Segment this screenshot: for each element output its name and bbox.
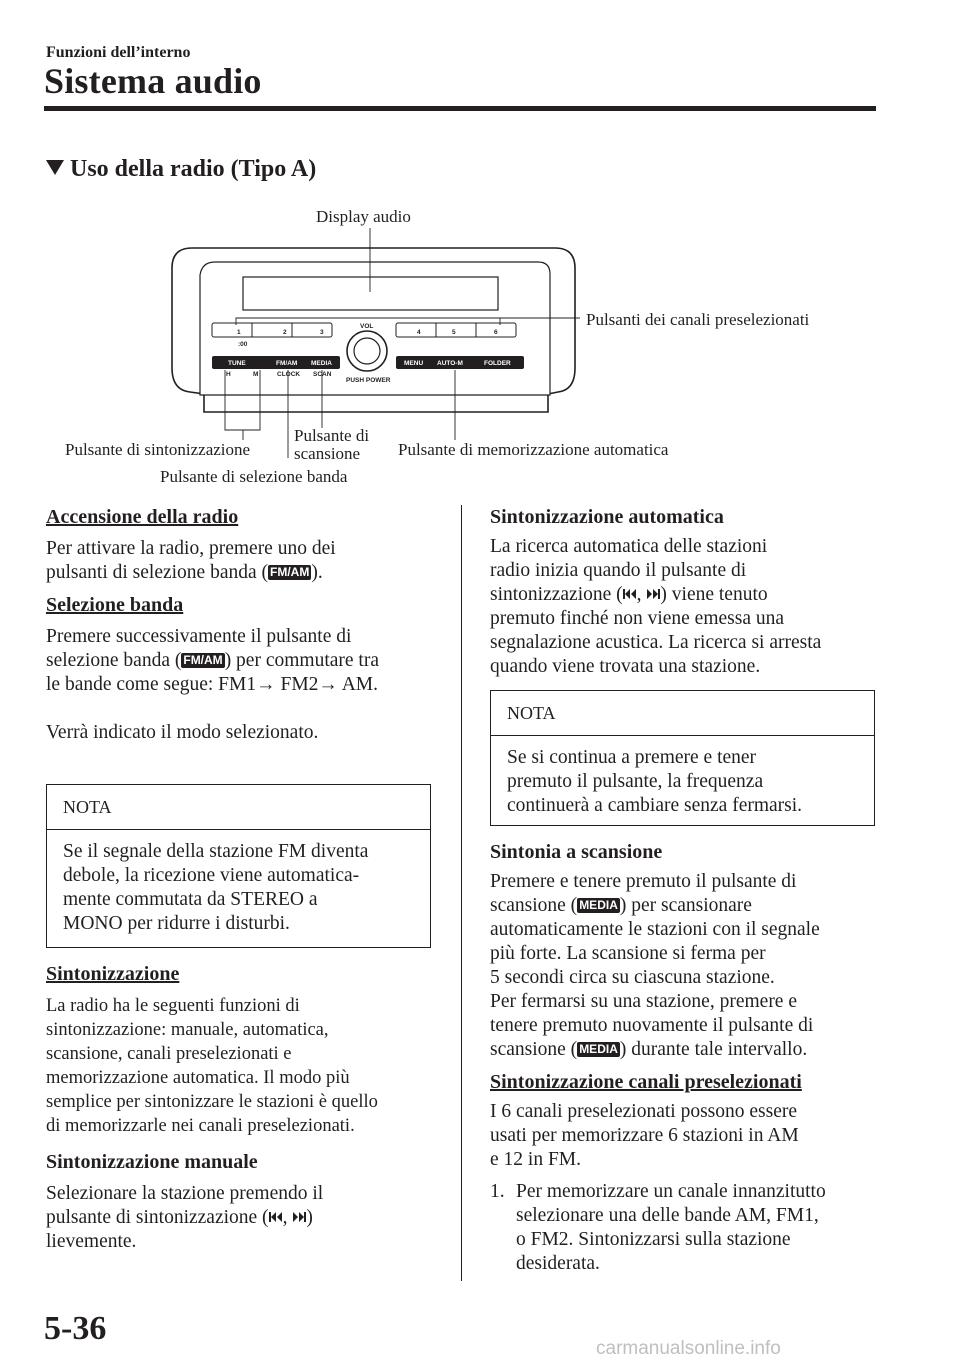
text-line: più forte. La scansione si ferma per [490,943,766,964]
text-line: mente commutata da STEREO a [63,889,318,910]
radio-diagram [0,0,960,500]
heading-accensione: Accensione della radio [46,506,239,528]
text-line: di memorizzarle nei canali preselezionati. [46,1116,355,1136]
text-line: Per memorizzare un canale innanzitutto [516,1181,826,1202]
text-span: sintonizzazione ( [490,584,623,605]
text-line: pulsante di sintonizzazione ( , ) [46,1207,313,1228]
text-line: quando viene trovata una stazione. [490,656,761,677]
push-power-label: PUSH POWER [346,377,391,384]
label-scan-button-2: scansione [294,444,361,463]
label-tune-button: Pulsante di sintonizzazione [65,440,251,459]
media-button-icon: MEDIA [579,898,618,912]
text-line: memorizzazione automatica. Il modo più [46,1068,350,1088]
label-preset-buttons: Pulsanti dei canali preselezionati [586,310,810,329]
text-span: scansione ( [490,1039,578,1060]
text-line [46,649,430,673]
text-line: Selezionare la stazione premendo il [46,1183,324,1204]
text-span: ) per commutare tra [224,650,379,671]
text-line: semplice per sintonizzare le stazioni è quello [46,1092,378,1112]
text-span: pulsante di sintonizzazione ( [46,1207,269,1228]
watermark: carmanualsonline.info [596,1338,781,1359]
preset-3-label: 3 [320,329,324,336]
label-band-button: Pulsante di selezione banda [160,467,348,486]
heading-sintonizzazione: Sintonizzazione [46,963,180,985]
media-label: MEDIA [311,360,332,367]
text-line: segnalazione acustica. La ricerca si arresta [490,632,822,653]
text-line: desiderata. [516,1253,600,1274]
text-span: ) per scansionare [619,895,752,916]
scan-label: SCAN [313,371,332,378]
h-label: H [226,371,231,378]
text-line: Per attivare la radio, premere uno dei [46,538,336,559]
text-line: Se il segnale della stazione FM diventa [63,841,369,862]
text-line: premuto il pulsante, la frequenza [507,771,764,792]
right-column [490,505,874,679]
text-line: e 12 in FM. [490,1149,582,1170]
label-display-audio: Display audio [316,207,411,226]
note-title: NOTA [491,691,874,736]
text-line: Premere successivamente il pulsante di [46,626,352,647]
note-box-2 [490,690,875,826]
text-line: La ricerca automatica delle stazioni [490,536,768,557]
right-column-lower [490,840,874,1276]
text-span: ) durante tale intervallo. [619,1039,808,1060]
text-line: sintonizzazione: manuale, automatica, [46,1020,329,1040]
text-line: o FM2. Sintonizzarsi sulla stazione [516,1229,791,1250]
m-label: M [253,371,259,378]
note-body [491,736,874,818]
text-span: scansione ( [490,895,578,916]
skip-forward-icon [646,587,660,601]
text-line: selezionare una delle bande AM, FM1, [516,1205,819,1226]
text-line: sintonizzazione ( , ) viene tenuto [490,584,768,605]
text-span: ). [311,562,323,583]
audio-display [243,277,498,310]
left-column [46,505,430,745]
skip-forward-icon [292,1210,306,1224]
text-line: Se si continua a premere e tener [507,747,757,768]
text-line [490,894,874,918]
text-line: continuerà a cambiare senza fermarsi. [507,795,803,816]
text-span: ) [306,1207,313,1228]
text-line: 5 secondi circa su ciascuna stazione. [490,967,775,988]
label-automem-button: Pulsante di memorizzazione automatica [398,440,669,459]
text-line: Per fermarsi su una stazione, premere e [490,991,797,1012]
fmam-button-icon: FM/AM [183,653,223,667]
subsection-title-text: Uso della radio (Tipo A) [70,156,317,182]
text-line: La radio ha le seguenti funzioni di [46,996,300,1016]
numbered-item-1 [490,1180,874,1276]
note-box-1 [46,784,431,948]
text-line: automaticamente le stazioni con il segnale [490,919,820,940]
text-line: premuto finché non viene emessa una [490,608,785,629]
text-line: I 6 canali preselezionati possono essere [490,1101,798,1122]
item-number: 1. [490,1181,505,1202]
text-span: pulsanti di selezione banda ( [46,562,269,583]
note-title: NOTA [47,785,430,830]
text-line: debole, la ricezione viene automatica- [63,865,360,886]
text-span: ) viene tenuto [660,584,768,605]
page-title: Sistema audio [44,61,262,101]
text-line: usati per memorizzare 6 stazioni in AM [490,1125,799,1146]
text-line: radio inizia quando il pulsante di [490,560,747,581]
heading-canali-preselezionati: Sintonizzazione canali preselezionati [490,1071,802,1093]
heading-selezione-banda: Selezione banda [46,594,184,616]
preset-1-label: 1 [237,329,241,336]
page-number: 5-36 [44,1310,107,1347]
preset-4-label: 4 [417,329,421,336]
clock-00-label: :00 [238,341,248,348]
left-column-lower [46,962,430,1254]
text-span: selezione banda ( [46,650,182,671]
section-label: Funzioni dell’interno [46,44,191,61]
text-line: scansione, canali preselezionati e [46,1044,292,1064]
column-divider [461,505,462,1281]
skip-back-icon [623,587,637,601]
note-body [47,830,430,936]
heading-sintonia-scansione: Sintonia a scansione [490,841,663,863]
text-line [46,561,430,585]
tune-label: TUNE [228,360,246,367]
preset-6-label: 6 [494,329,498,336]
media-button-icon: MEDIA [579,1042,618,1056]
fmam-button-icon: FM/AM [270,565,310,579]
text-line: le bande come segue: FM1→ FM2→ AM. [46,674,379,695]
preset-5-label: 5 [452,329,456,336]
label-scan-button-1: Pulsante di [294,426,370,445]
text-line: Premere e tenere premuto il pulsante di [490,871,797,892]
automem-label: AUTO-M [437,360,463,367]
fmam-label: FM/AM [276,360,298,367]
heading-sint-manuale: Sintonizzazione manuale [46,1151,258,1173]
heading-sint-automatica: Sintonizzazione automatica [490,506,724,528]
clock-label: CLOCK [277,371,301,378]
preset-2-label: 2 [283,329,287,336]
text-line: lievemente. [46,1231,137,1252]
text-line: Verrà indicato il modo selezionato. [46,722,319,743]
vol-label: VOL [360,323,374,330]
menu-label: MENU [404,360,424,367]
skip-back-icon [269,1210,283,1224]
text-line: MONO per ridurre i disturbi. [63,913,290,934]
text-line [490,1038,874,1062]
folder-label: FOLDER [484,360,511,367]
text-line: tenere premuto nuovamente il pulsante di [490,1015,814,1036]
